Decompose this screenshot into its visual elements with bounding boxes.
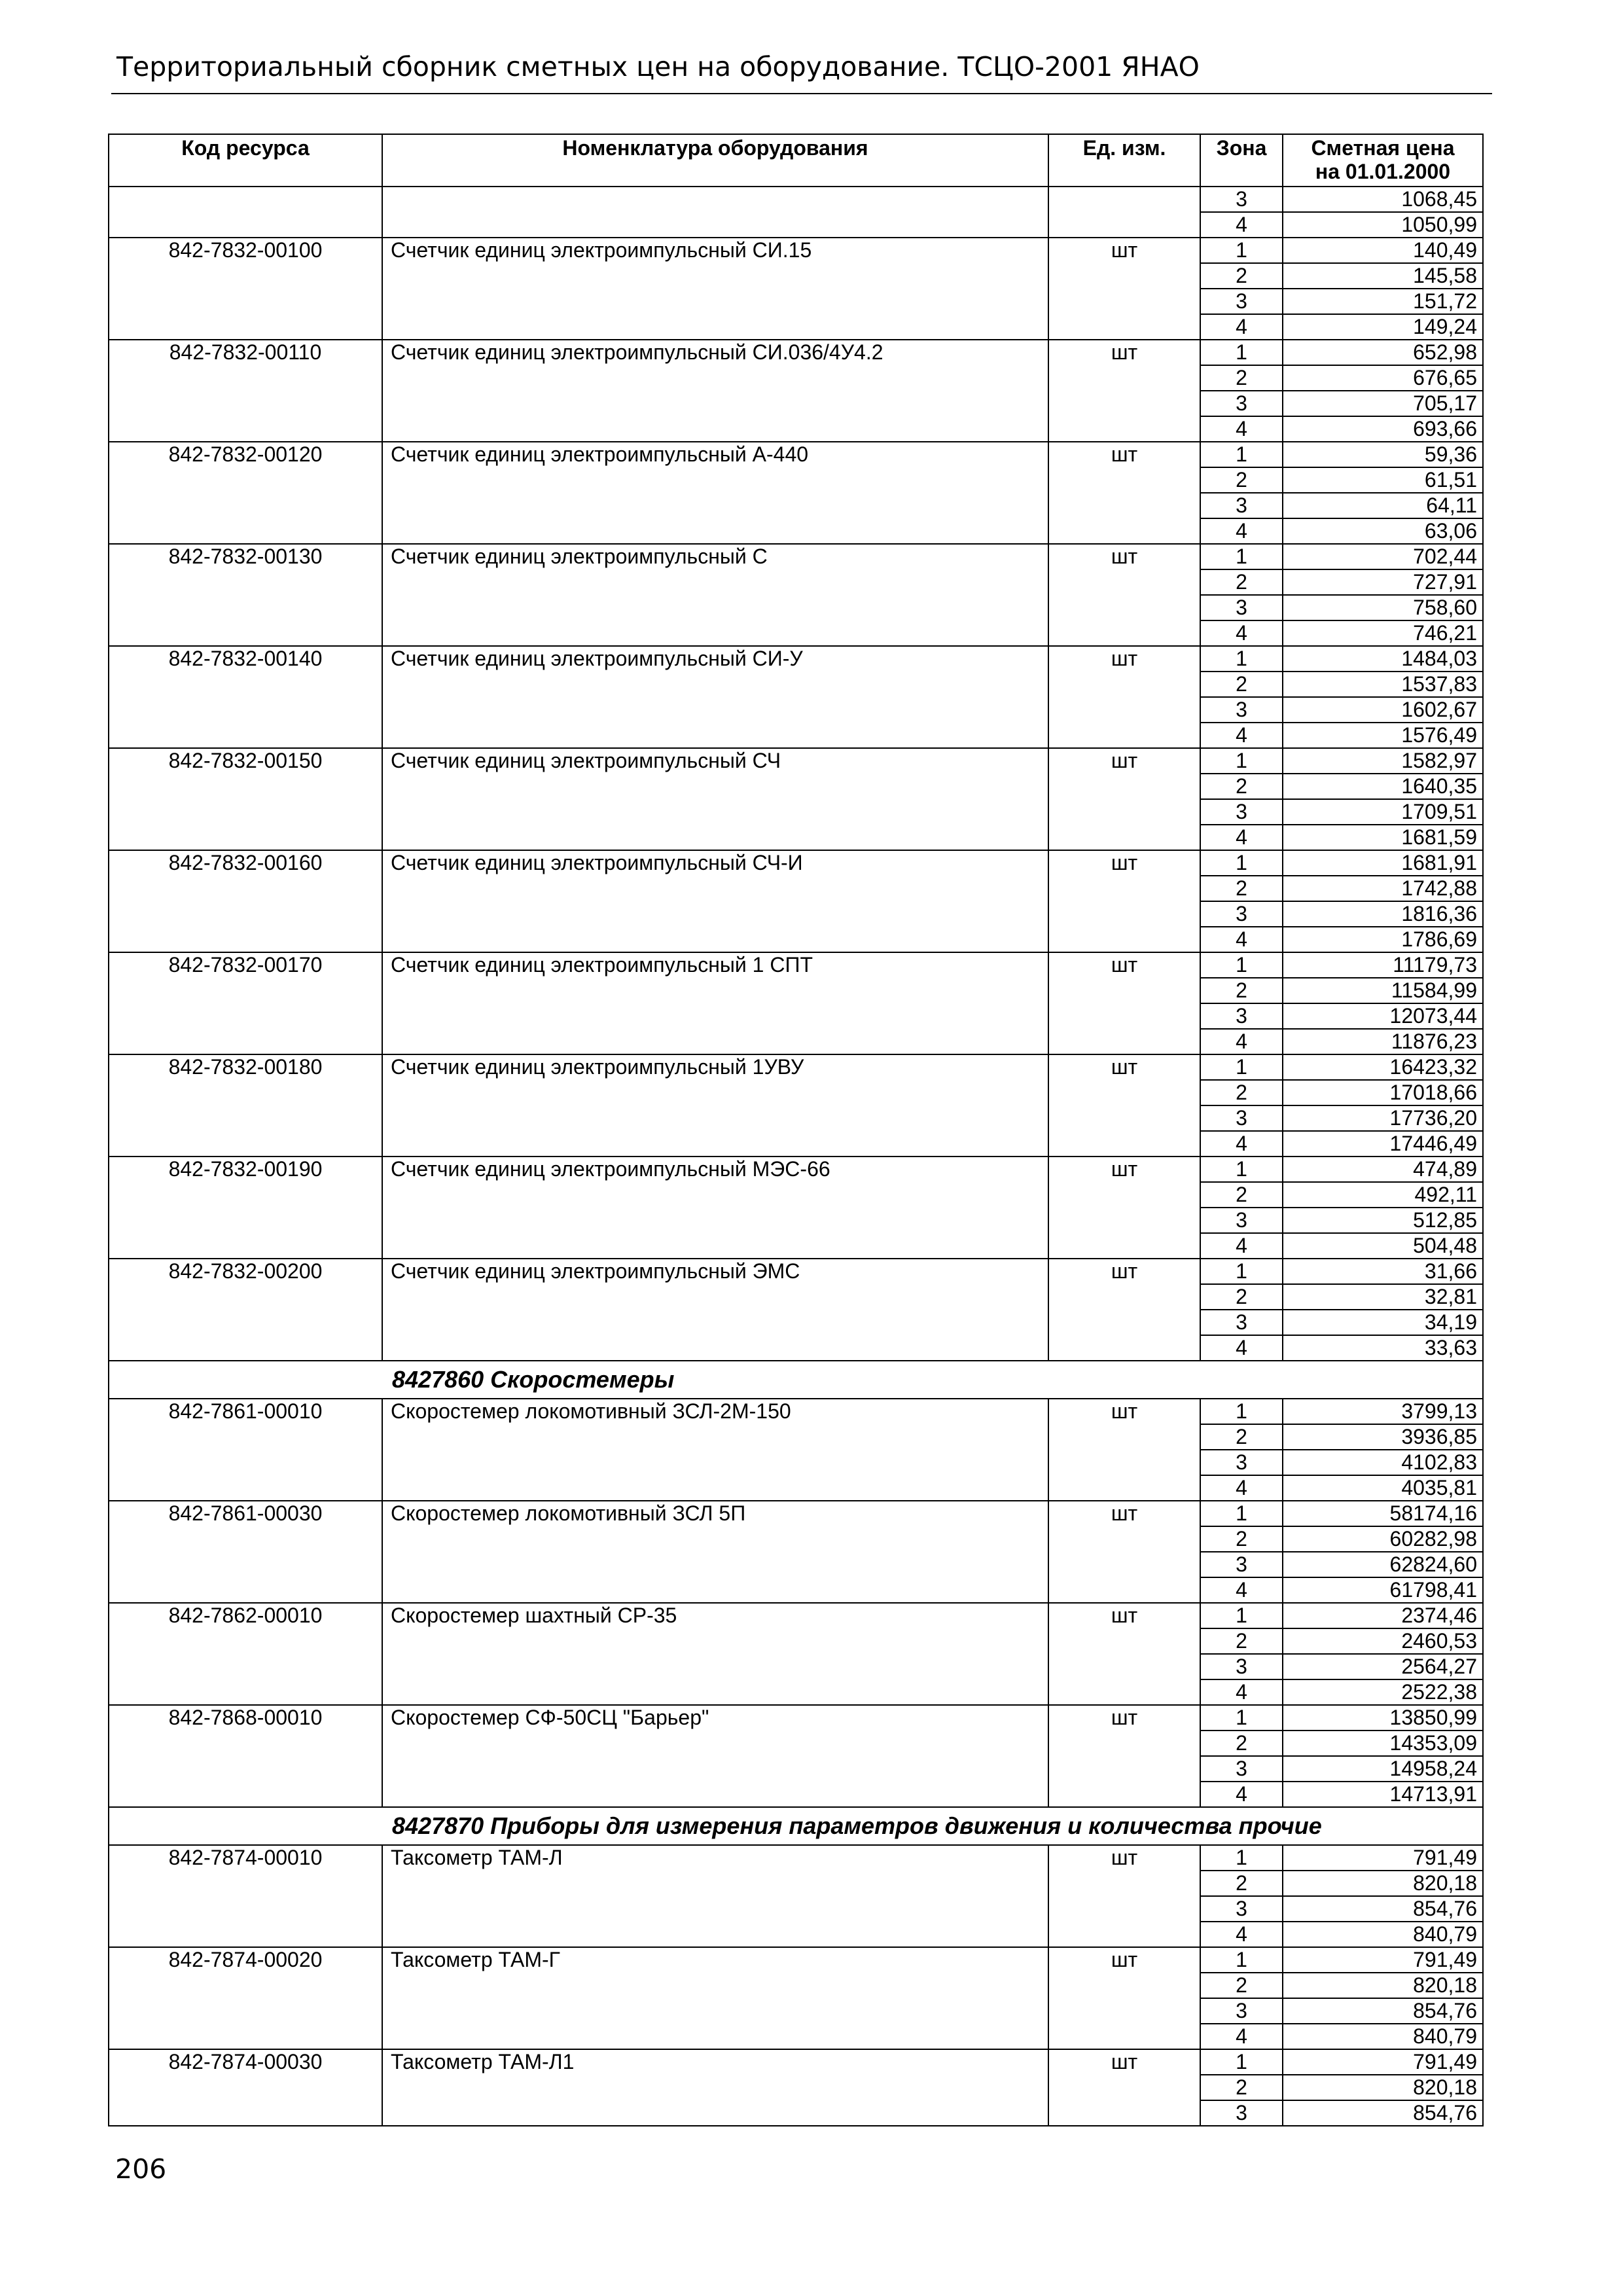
zone-cell: 3 (1200, 1896, 1283, 1922)
zone-cell: 3 (1200, 1208, 1283, 1233)
unit-cell: шт (1048, 442, 1200, 544)
zone-cell: 1 (1200, 850, 1283, 876)
zone-cell: 2 (1200, 1731, 1283, 1756)
price-cell: 17446,49 (1283, 1131, 1483, 1157)
zone-cell: 2 (1200, 1871, 1283, 1896)
price-cell: 59,36 (1283, 442, 1483, 467)
price-cell: 17736,20 (1283, 1105, 1483, 1131)
equipment-name-cell: Таксометр ТАМ-Л (382, 1845, 1048, 1947)
table-row (109, 1054, 1483, 1080)
zone-cell: 1 (1200, 1157, 1283, 1182)
resource-code-cell: 842-7832-00140 (109, 646, 382, 748)
unit-cell: шт (1048, 748, 1200, 850)
price-cell: 2374,46 (1283, 1603, 1483, 1628)
col-header-zone: Зона (1200, 134, 1283, 187)
equipment-name-cell: Счетчик единиц электроимпульсный 1 СПТ (382, 952, 1048, 1054)
price-cell: 492,11 (1283, 1182, 1483, 1208)
col-header-price-line1: Сметная цена (1311, 136, 1455, 160)
zone-cell: 3 (1200, 1756, 1283, 1782)
resource-code-cell (109, 187, 382, 238)
resource-code-cell: 842-7832-00170 (109, 952, 382, 1054)
price-cell: 140,49 (1283, 238, 1483, 263)
resource-code-cell: 842-7832-00110 (109, 340, 382, 442)
resource-code-cell: 842-7861-00010 (109, 1399, 382, 1501)
price-cell: 1068,45 (1283, 187, 1483, 212)
price-cell: 151,72 (1283, 289, 1483, 314)
equipment-name-cell: Скоростемер шахтный СР-35 (382, 1603, 1048, 1705)
price-cell: 61,51 (1283, 467, 1483, 493)
zone-cell: 2 (1200, 1284, 1283, 1310)
table-row (109, 544, 1483, 569)
price-cell: 1709,51 (1283, 799, 1483, 825)
zone-cell: 2 (1200, 1973, 1283, 1998)
price-cell: 13850,99 (1283, 1705, 1483, 1731)
zone-cell: 4 (1200, 825, 1283, 850)
equipment-name-cell: Счетчик единиц электроимпульсный СЧ-И (382, 850, 1048, 952)
zone-cell: 1 (1200, 1259, 1283, 1284)
equipment-name-cell: Таксометр ТАМ-Г (382, 1947, 1048, 2049)
zone-cell: 1 (1200, 1501, 1283, 1526)
price-cell: 504,48 (1283, 1233, 1483, 1259)
table-row (109, 1259, 1483, 1284)
price-cell: 2564,27 (1283, 1654, 1483, 1679)
resource-code-cell: 842-7832-00150 (109, 748, 382, 850)
zone-cell: 4 (1200, 723, 1283, 748)
unit-cell: шт (1048, 1399, 1200, 1501)
section-title: 8427870 Приборы для измерения параметров движения и количества прочие (109, 1807, 1483, 1845)
table-row (109, 1501, 1483, 1526)
zone-cell: 2 (1200, 876, 1283, 901)
zone-cell: 4 (1200, 1475, 1283, 1501)
col-header-name: Номенклатура оборудования (382, 134, 1048, 187)
unit-cell: шт (1048, 340, 1200, 442)
table-row (109, 2049, 1483, 2075)
zone-cell: 4 (1200, 927, 1283, 952)
resource-code-cell: 842-7832-00100 (109, 238, 382, 340)
price-cell: 820,18 (1283, 2075, 1483, 2100)
zone-cell: 3 (1200, 289, 1283, 314)
zone-cell: 2 (1200, 1628, 1283, 1654)
col-header-price-line2: на 01.01.2000 (1315, 160, 1451, 183)
table-body (109, 187, 1483, 2126)
zone-cell: 1 (1200, 238, 1283, 263)
table-row (109, 1947, 1483, 1973)
price-cell: 746,21 (1283, 620, 1483, 646)
zone-cell: 3 (1200, 2100, 1283, 2126)
zone-cell: 4 (1200, 1131, 1283, 1157)
zone-cell: 3 (1200, 1998, 1283, 2024)
zone-cell: 3 (1200, 493, 1283, 518)
price-table (108, 134, 1484, 2126)
price-cell: 16423,32 (1283, 1054, 1483, 1080)
zone-cell: 1 (1200, 646, 1283, 672)
zone-cell: 3 (1200, 901, 1283, 927)
price-cell: 854,76 (1283, 2100, 1483, 2126)
table-row (109, 340, 1483, 365)
price-cell: 1582,97 (1283, 748, 1483, 774)
equipment-name-cell: Счетчик единиц электроимпульсный МЭС-66 (382, 1157, 1048, 1259)
zone-cell: 1 (1200, 1705, 1283, 1731)
zone-cell: 2 (1200, 365, 1283, 391)
equipment-name-cell: Счетчик единиц электроимпульсный СИ.036/4У4.2 (382, 340, 1048, 442)
price-cell: 4035,81 (1283, 1475, 1483, 1501)
resource-code-cell: 842-7874-00020 (109, 1947, 382, 2049)
price-cell: 33,63 (1283, 1335, 1483, 1361)
zone-cell: 3 (1200, 187, 1283, 212)
price-cell: 758,60 (1283, 595, 1483, 620)
price-cell: 62824,60 (1283, 1552, 1483, 1577)
price-cell: 854,76 (1283, 1998, 1483, 2024)
price-cell: 1602,67 (1283, 697, 1483, 723)
resource-code-cell: 842-7832-00120 (109, 442, 382, 544)
equipment-name-cell: Счетчик единиц электроимпульсный С (382, 544, 1048, 646)
price-cell: 11584,99 (1283, 978, 1483, 1003)
unit-cell: шт (1048, 2049, 1200, 2126)
zone-cell: 4 (1200, 518, 1283, 544)
zone-cell: 4 (1200, 620, 1283, 646)
price-cell: 854,76 (1283, 1896, 1483, 1922)
price-cell: 61798,41 (1283, 1577, 1483, 1603)
price-cell: 840,79 (1283, 1922, 1483, 1947)
page-header (111, 41, 1492, 94)
table-row (109, 1399, 1483, 1424)
table-row (109, 850, 1483, 876)
zone-cell: 1 (1200, 952, 1283, 978)
price-cell: 840,79 (1283, 2024, 1483, 2049)
table-row (109, 748, 1483, 774)
resource-code-cell: 842-7874-00030 (109, 2049, 382, 2126)
table-row (109, 1157, 1483, 1182)
zone-cell: 2 (1200, 774, 1283, 799)
equipment-name-cell: Скоростемер СФ-50СЦ "Барьер" (382, 1705, 1048, 1807)
price-cell: 3936,85 (1283, 1424, 1483, 1450)
price-cell: 652,98 (1283, 340, 1483, 365)
zone-cell: 2 (1200, 569, 1283, 595)
zone-cell: 1 (1200, 748, 1283, 774)
resource-code-cell: 842-7832-00130 (109, 544, 382, 646)
section-row (109, 1361, 1483, 1399)
price-cell: 1786,69 (1283, 927, 1483, 952)
zone-cell: 4 (1200, 1577, 1283, 1603)
zone-cell: 4 (1200, 1029, 1283, 1054)
zone-cell: 3 (1200, 1310, 1283, 1335)
zone-cell: 1 (1200, 340, 1283, 365)
table-row (109, 1845, 1483, 1871)
equipment-name-cell: Счетчик единиц электроимпульсный ЭМС (382, 1259, 1048, 1361)
zone-cell: 3 (1200, 1450, 1283, 1475)
resource-code-cell: 842-7832-00190 (109, 1157, 382, 1259)
zone-cell: 3 (1200, 697, 1283, 723)
resource-code-cell: 842-7862-00010 (109, 1603, 382, 1705)
zone-cell: 4 (1200, 2024, 1283, 2049)
price-cell: 1816,36 (1283, 901, 1483, 927)
resource-code-cell: 842-7868-00010 (109, 1705, 382, 1807)
equipment-name-cell: Счетчик единиц электроимпульсный 1УВУ (382, 1054, 1048, 1157)
section-title: 8427860 Скоростемеры (109, 1361, 1483, 1399)
price-cell: 791,49 (1283, 1845, 1483, 1871)
zone-cell: 4 (1200, 314, 1283, 340)
zone-cell: 2 (1200, 263, 1283, 289)
price-cell: 149,24 (1283, 314, 1483, 340)
equipment-name-cell: Счетчик единиц электроимпульсный А-440 (382, 442, 1048, 544)
zone-cell: 1 (1200, 442, 1283, 467)
section-row (109, 1807, 1483, 1845)
price-cell: 14958,24 (1283, 1756, 1483, 1782)
zone-cell: 2 (1200, 467, 1283, 493)
zone-cell: 1 (1200, 2049, 1283, 2075)
zone-cell: 4 (1200, 1233, 1283, 1259)
price-cell: 474,89 (1283, 1157, 1483, 1182)
resource-code-cell: 842-7832-00180 (109, 1054, 382, 1157)
table-header-row (109, 134, 1483, 187)
zone-cell: 3 (1200, 595, 1283, 620)
zone-cell: 4 (1200, 1782, 1283, 1807)
zone-cell: 3 (1200, 799, 1283, 825)
unit-cell: шт (1048, 544, 1200, 646)
price-cell: 32,81 (1283, 1284, 1483, 1310)
zone-cell: 2 (1200, 2075, 1283, 2100)
zone-cell: 3 (1200, 1003, 1283, 1029)
zone-cell: 2 (1200, 672, 1283, 697)
price-cell: 1050,99 (1283, 212, 1483, 238)
price-cell: 145,58 (1283, 263, 1483, 289)
zone-cell: 1 (1200, 544, 1283, 569)
table-row (109, 1603, 1483, 1628)
table-row (109, 646, 1483, 672)
resource-code-cell: 842-7832-00160 (109, 850, 382, 952)
zone-cell: 2 (1200, 1424, 1283, 1450)
price-cell: 17018,66 (1283, 1080, 1483, 1105)
price-cell: 1681,59 (1283, 825, 1483, 850)
price-cell: 702,44 (1283, 544, 1483, 569)
page-number: 206 (115, 2153, 167, 2185)
zone-cell: 4 (1200, 1335, 1283, 1361)
unit-cell (1048, 187, 1200, 238)
unit-cell: шт (1048, 1157, 1200, 1259)
equipment-name-cell (382, 187, 1048, 238)
price-cell: 12073,44 (1283, 1003, 1483, 1029)
zone-cell: 2 (1200, 978, 1283, 1003)
zone-cell: 3 (1200, 391, 1283, 416)
price-cell: 1640,35 (1283, 774, 1483, 799)
unit-cell: шт (1048, 1054, 1200, 1157)
price-cell: 1576,49 (1283, 723, 1483, 748)
price-cell: 791,49 (1283, 2049, 1483, 2075)
zone-cell: 2 (1200, 1182, 1283, 1208)
zone-cell: 1 (1200, 1845, 1283, 1871)
unit-cell: шт (1048, 1947, 1200, 2049)
price-cell: 11876,23 (1283, 1029, 1483, 1054)
col-header-price (1283, 134, 1483, 187)
zone-cell: 1 (1200, 1054, 1283, 1080)
equipment-name-cell: Скоростемер локомотивный ЗСЛ 5П (382, 1501, 1048, 1603)
col-header-unit: Ед. изм. (1048, 134, 1200, 187)
price-cell: 2522,38 (1283, 1679, 1483, 1705)
price-cell: 820,18 (1283, 1973, 1483, 1998)
price-cell: 1537,83 (1283, 672, 1483, 697)
unit-cell: шт (1048, 1501, 1200, 1603)
equipment-name-cell: Таксометр ТАМ-Л1 (382, 2049, 1048, 2126)
zone-cell: 1 (1200, 1399, 1283, 1424)
price-cell: 4102,83 (1283, 1450, 1483, 1475)
price-cell: 820,18 (1283, 1871, 1483, 1896)
table-row (109, 238, 1483, 263)
unit-cell: шт (1048, 952, 1200, 1054)
price-cell: 31,66 (1283, 1259, 1483, 1284)
price-cell: 58174,16 (1283, 1501, 1483, 1526)
price-cell: 676,65 (1283, 365, 1483, 391)
zone-cell: 4 (1200, 416, 1283, 442)
zone-cell: 4 (1200, 1922, 1283, 1947)
zone-cell: 3 (1200, 1105, 1283, 1131)
resource-code-cell: 842-7832-00200 (109, 1259, 382, 1361)
unit-cell: шт (1048, 850, 1200, 952)
equipment-name-cell: Счетчик единиц электроимпульсный СИ-У (382, 646, 1048, 748)
price-cell: 1484,03 (1283, 646, 1483, 672)
equipment-name-cell: Скоростемер локомотивный ЗСЛ-2М-150 (382, 1399, 1048, 1501)
price-cell: 1681,91 (1283, 850, 1483, 876)
price-cell: 11179,73 (1283, 952, 1483, 978)
table-row (109, 952, 1483, 978)
resource-code-cell: 842-7861-00030 (109, 1501, 382, 1603)
price-cell: 727,91 (1283, 569, 1483, 595)
equipment-name-cell: Счетчик единиц электроимпульсный СИ.15 (382, 238, 1048, 340)
zone-cell: 3 (1200, 1552, 1283, 1577)
unit-cell: шт (1048, 1603, 1200, 1705)
price-cell: 14353,09 (1283, 1731, 1483, 1756)
equipment-name-cell: Счетчик единиц электроимпульсный СЧ (382, 748, 1048, 850)
table-row (109, 442, 1483, 467)
unit-cell: шт (1048, 646, 1200, 748)
zone-cell: 3 (1200, 1654, 1283, 1679)
zone-cell: 4 (1200, 1679, 1283, 1705)
price-cell: 705,17 (1283, 391, 1483, 416)
table-row (109, 187, 1483, 212)
zone-cell: 1 (1200, 1603, 1283, 1628)
unit-cell: шт (1048, 238, 1200, 340)
price-cell: 63,06 (1283, 518, 1483, 544)
table-row (109, 1705, 1483, 1731)
price-cell: 34,19 (1283, 1310, 1483, 1335)
zone-cell: 2 (1200, 1080, 1283, 1105)
price-cell: 791,49 (1283, 1947, 1483, 1973)
price-cell: 14713,91 (1283, 1782, 1483, 1807)
price-cell: 693,66 (1283, 416, 1483, 442)
col-header-code: Код ресурса (109, 134, 382, 187)
price-cell: 64,11 (1283, 493, 1483, 518)
price-cell: 3799,13 (1283, 1399, 1483, 1424)
price-cell: 512,85 (1283, 1208, 1483, 1233)
zone-cell: 2 (1200, 1526, 1283, 1552)
zone-cell: 1 (1200, 1947, 1283, 1973)
unit-cell: шт (1048, 1259, 1200, 1361)
unit-cell: шт (1048, 1845, 1200, 1947)
price-cell: 2460,53 (1283, 1628, 1483, 1654)
resource-code-cell: 842-7874-00010 (109, 1845, 382, 1947)
document-title: Территориальный сборник сметных цен на оборудование. ТСЦО-2001 ЯНАО (116, 51, 1200, 82)
unit-cell: шт (1048, 1705, 1200, 1807)
price-cell: 1742,88 (1283, 876, 1483, 901)
zone-cell: 4 (1200, 212, 1283, 238)
price-cell: 60282,98 (1283, 1526, 1483, 1552)
